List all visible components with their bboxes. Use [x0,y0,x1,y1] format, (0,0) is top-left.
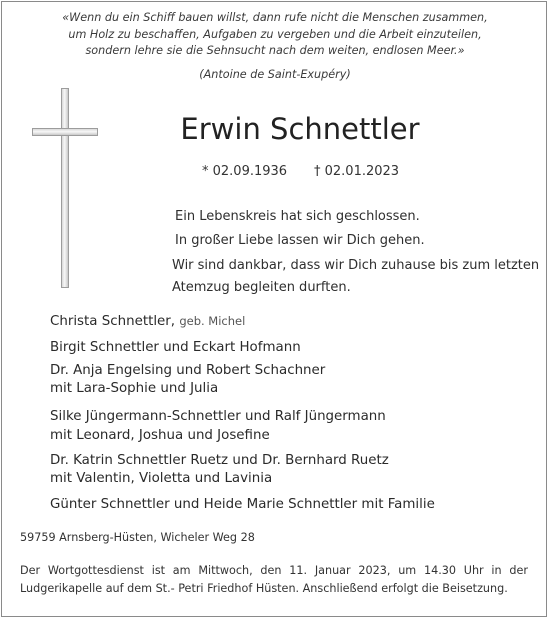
service-notice-line: Der Wortgottesdienst ist am Mittwoch, den 11. Januar 2023, um 14.30 Uhr in der [20,564,528,577]
service-notice-line: Ludgerikapelle auf dem St.- Petri Friedhof Hüsten. Anschließend erfolgt die Beisetzung. [20,582,508,595]
family-line: mit Valentin, Violetta und Lavinia [50,471,273,486]
quote-line: um Holz zu beschaffen, Aufgaben zu vergeben und die Arbeit einzuteilen, [68,27,482,41]
quote-line: sondern lehre sie die Sehnsucht nach dem weiten, endlosen Meer.» [85,44,465,57]
family-line: Günter Schnettler und Heide Marie Schnettler mit Familie [50,497,435,512]
quote [40,10,510,60]
verse-line: In großer Liebe lassen wir Dich gehen. [175,233,425,248]
cross-vertical-beam [61,88,69,288]
address: 59759 Arnsberg-Hüsten, Wicheler Weg 28 [20,531,255,544]
family-line: mit Leonard, Joshua und Josefine [50,428,270,443]
verse-line: Ein Lebenskreis hat sich geschlossen. [175,209,420,224]
cross-horizontal-beam [32,128,98,136]
family-widow [50,314,245,329]
widow-name: Christa Schnettler, [50,314,176,329]
family-line: Dr. Anja Engelsing und Robert Schachner [50,363,326,378]
family-line: Dr. Katrin Schnettler Ruetz und Dr. Bernhard Ruetz [50,453,389,468]
life-dates [140,164,460,182]
quote-author: (Antoine de Saint-Exupéry) [199,68,351,81]
quote-line: «Wenn du ein Schiff bauen willst, dann rufe nicht die Menschen zusammen, [62,11,488,24]
verse-line: Wir sind dankbar, dass wir Dich zuhause bis zum letzten [172,258,540,273]
verse-line: Atemzug begleiten durften. [172,280,351,295]
service-notice [20,562,528,598]
family-line: Birgit Schnettler und Eckart Hofmann [50,340,301,355]
family-line: mit Lara-Sophie und Julia [50,381,219,396]
cross-icon [32,88,98,288]
deceased-name: Erwin Schnettler [180,112,420,146]
widow-maiden-name: geb. Michel [179,314,246,328]
death-date: † 02.01.2023 [314,164,400,179]
birth-date: * 02.09.1936 [202,164,288,179]
family-line: Silke Jüngermann-Schnettler und Ralf Jüngermann [50,409,386,424]
